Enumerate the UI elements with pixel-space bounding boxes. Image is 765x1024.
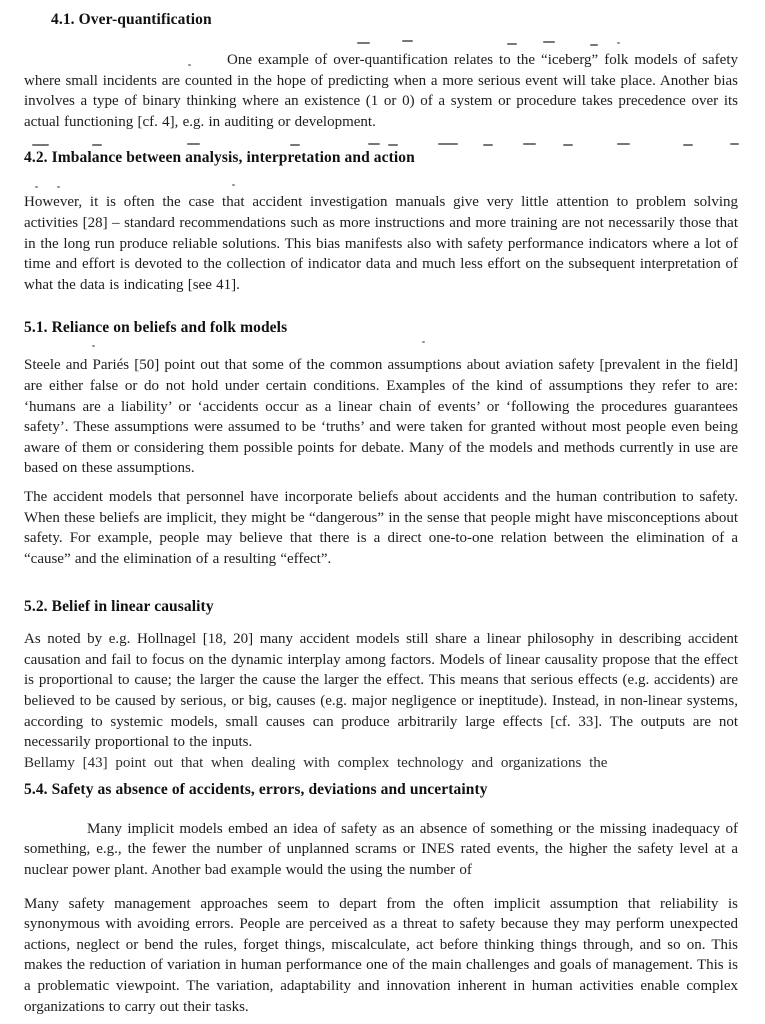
paragraph-linear-causality: As noted by e.g. Hollnagel [18, 20] many accident models still share a linear philosophy in describing accident causation and fail to focus on the dynamic interplay among factors. Models of linear causality propose that the effect is proportional to cause; the larger the cause the larger the effect. This means that serious effects (e.g. accidents) are believed to be caused by serious, or big, causes (e.g. major negligence or ineptitude). Instead, in non-linear systems, according to systemic models, small causes can produce arbitrarily large effects [cf. 33]. The outputs are not necessarily proportional to the inputs. — [24, 631, 738, 751]
section-5-4 — [24, 781, 738, 1017]
paragraph-safety-as-absence-2: Many safety management approaches seem to depart from the often implicit assumption that reliability is synonymous with avoiding errors. People are perceived as a threat to safety because they may perform unexpected actions, neglect or bend the rules, forget things, miscalculate, act before thinking things through, and so on. This makes the reduction of variation in human performance one of the main challenges and goals of management. This is a problematic viewpoint. The variation, adaptability and innovation inherent in human activities enable complex organizations to carry out their tasks. — [24, 895, 738, 1015]
section-5-1 — [24, 319, 738, 569]
paragraph-over-quantification: One example of over-quantification relates to the “iceberg” folk models of safety where small incidents are counted in the hope of predicting when a more serious event will take place. Another bias involves a type of binary thinking where an existence (1 or 0) of a system or procedure takes precedence over its actual functioning [cf. 4], e.g. in auditing or development. — [24, 52, 738, 130]
section-heading-4-1: 4.1. Over-quantification — [51, 11, 212, 28]
clipped-text-line-artifact: Bellamy [43] point out that when dealing with complex technology and organizations the — [24, 754, 608, 771]
section-heading-5-1: 5.1. Reliance on beliefs and folk models — [24, 319, 288, 337]
paragraph-beliefs-folk-models-1: Steele and Pariés [50] point out that some of the common assumptions about aviation safety [prevalent in the field] are either false or do not hold under certain conditions. Examples of the kind of assumptions they refer to are: ‘humans are a liability’ or ‘accidents occur as a linear chain of events’ or ‘following the procedures guarantees safety’. These assumptions were assumed to be ‘truths’ and were taken for granted without most people even being aware of them or considering them possible points for debate. Many of the models and methods currently in use are based on these assumptions. — [24, 357, 738, 477]
section-4-1 — [24, 11, 738, 132]
section-heading-4-2: 4.2. Imbalance between analysis, interpretation and action — [24, 149, 415, 167]
paragraph-beliefs-folk-models-2: The accident models that personnel have incorporate beliefs about accidents and the human contribution to safety. When these beliefs are implicit, they might be “dangerous” in the sense that people might have misconceptions about safety. For example, people may believe that there is a direct one-to-one relation between the elimination of a “cause” and the elimination of a resulting “effect”. — [24, 488, 738, 567]
paragraph-imbalance: However, it is often the case that accident investigation manuals give very little attention to problem solving activities [28] – standard recommendations such as more instructions and more training are not necessarily those that in the long run produce reliable solutions. This bias manifests also with safety performance indicators where a lot of time and effort is devoted to the collection of indicator data and much less effort on the subsequent interpretation of what the data is indicating [see 41]. — [24, 194, 738, 293]
section-heading-5-2: 5.2. Belief in linear causality — [24, 598, 214, 616]
section-4-2 — [24, 149, 738, 295]
section-heading-5-4: 5.4. Safety as absence of accidents, errors, deviations and uncertainty — [24, 780, 488, 798]
paragraph-safety-as-absence-1: Many implicit models embed an idea of safety as an absence of something or the missing inadequacy of something, e.g., the fewer the number of unplanned scrams or INES rated events, the higher the safety level at a nuclear power plant. Another bad example would the using the number of — [24, 820, 738, 879]
section-5-2 — [24, 598, 738, 771]
